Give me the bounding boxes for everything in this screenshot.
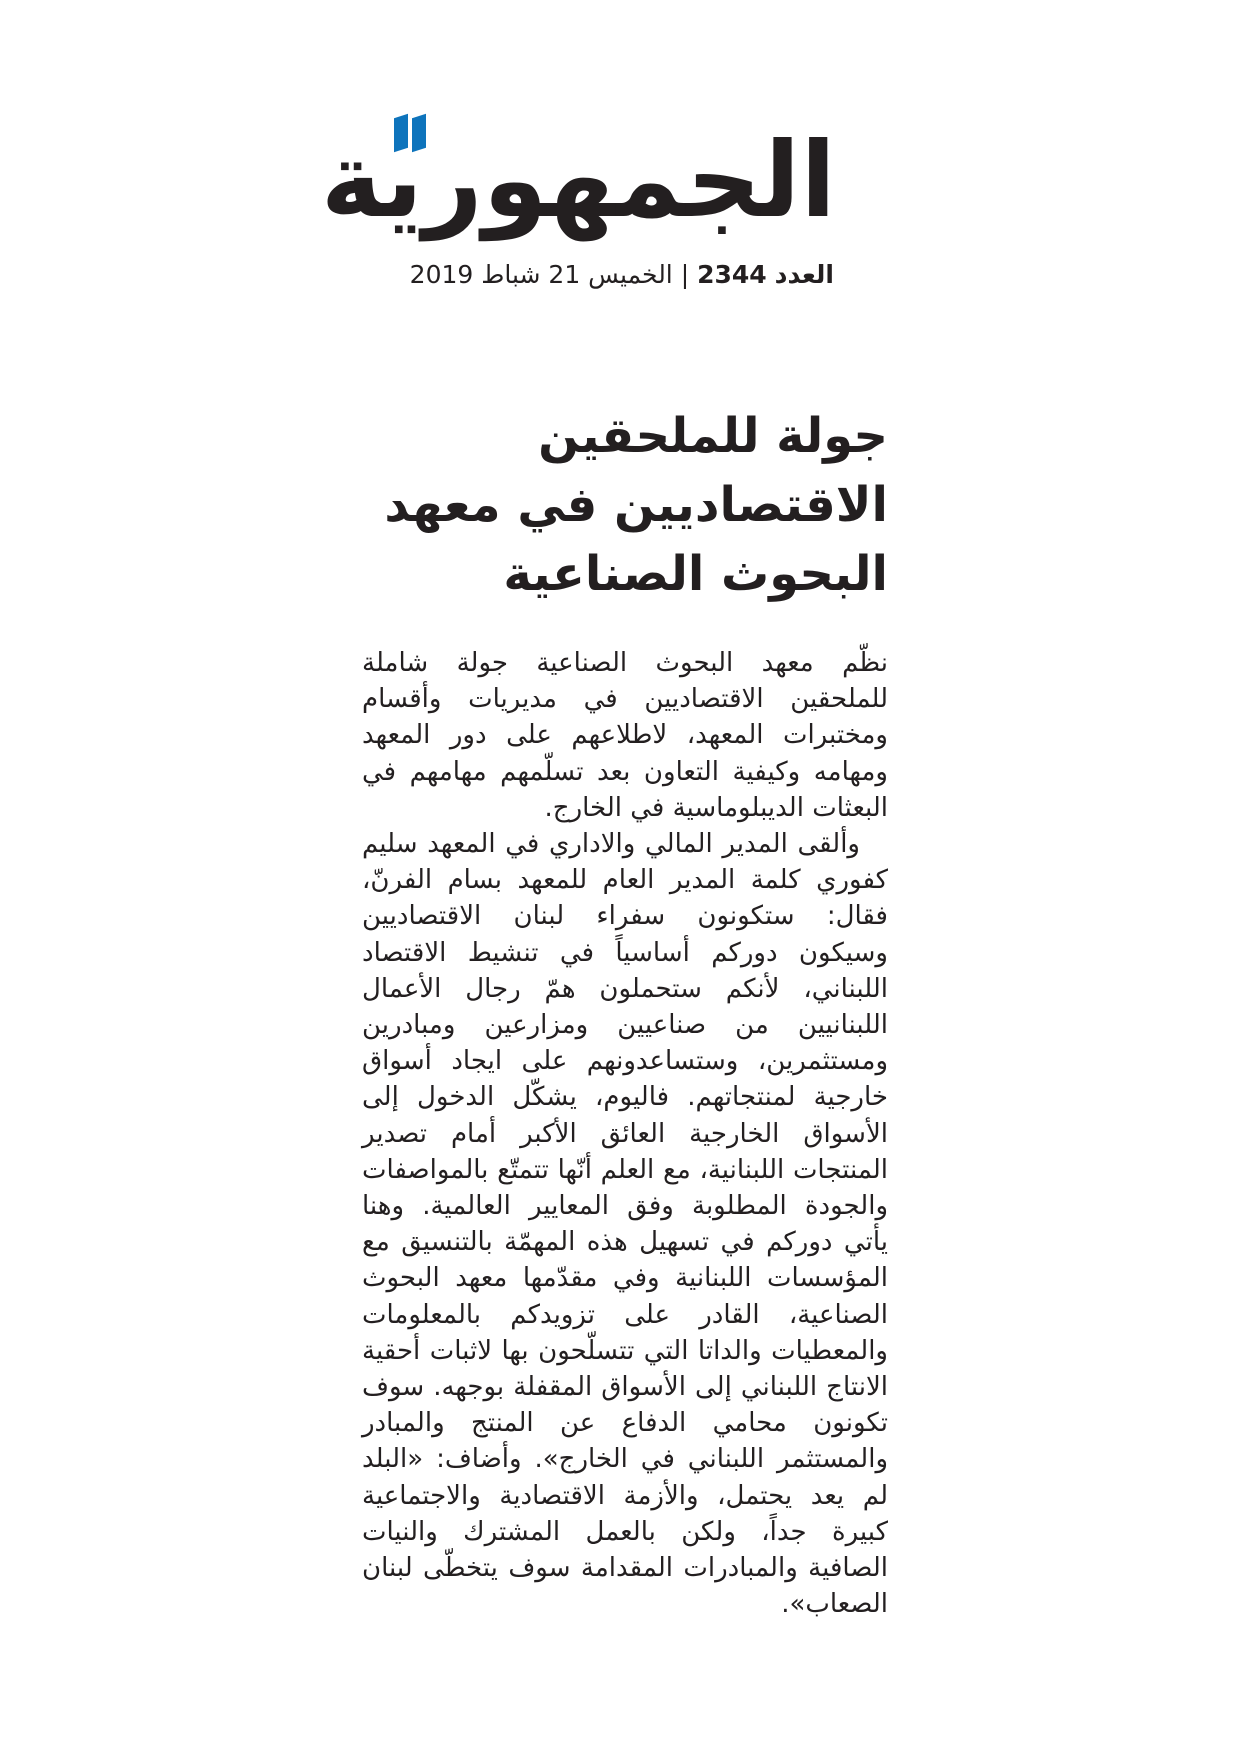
issue-separator: | — [680, 260, 690, 289]
headline-line: جولة للملحقين — [538, 408, 888, 464]
article-body — [362, 645, 888, 1622]
headline-line: البحوث الصناعية — [503, 546, 888, 602]
newspaper-logo: الجمهورية — [320, 119, 836, 241]
issue-number: 2344 — [697, 260, 767, 289]
headline-line: الاقتصاديين في معهد — [384, 477, 888, 533]
newspaper-masthead — [320, 110, 850, 320]
issue-date: الخميس 21 شباط 2019 — [409, 260, 673, 289]
issue-line — [410, 258, 834, 292]
article-paragraph: وألقى المدير المالي والاداري في المعهد سليم كفوري كلمة المدير العام للمعهد بسام الفرنّ، فقال: ستكونون سفراء لبنان الاقتصاديين وسيكون دوركم أساسياً في تنشيط الاقتصاد اللبناني، لأنكم ستحملون همّ رجال الأعمال اللبنانيين من صناعيين ومزارعين ومبادرين ومستثمرين، وستساعدونهم على ايجاد أسواق خارجية لمنتجاتهم. فاليوم، يشكّل الدخول إلى الأسواق الخارجية العائق الأكبر أمام تصدير المنتجات اللبنانية، مع العلم أنّها تتمتّع بالمواصفات والجودة المطلوبة وفق المعايير العالمية. وهنا يأتي دوركم في تسهيل هذه المهمّة بالتنسيق مع المؤسسات اللبنانية وفي مقدّمها معهد البحوث الصناعية، القادر على تزويدكم بالمعلومات والمعطيات والداتا التي تتسلّحون بها لاثبات أحقية الانتاج اللبناني إلى الأسواق المقفلة بوجهه. سوف تكونون محامي الدفاع عن المنتج والمبادر والمستثمر اللبناني في الخارج». وأضاف: «البلد لم يعد يحتمل، والأزمة الاقتصادية والاجتماعية كبيرة جداً، ولكن بالعمل المشترك والنيات الصافية والمبادرات المقدامة سوف يتخطّى لبنان الصعاب». — [362, 829, 888, 1620]
article-headline — [384, 402, 888, 609]
article-paragraph: نظّم معهد البحوث الصناعية جولة شاملة للملحقين الاقتصاديين في مديريات وأقسام ومختبرات المعهد، لاطلاعهم على دور المعهد ومهامه وكيفية التعاون بعد تسلّمهم مهامهم في البعثات الديبلوماسية في الخارج. — [362, 648, 888, 823]
issue-label: العدد — [774, 260, 834, 289]
